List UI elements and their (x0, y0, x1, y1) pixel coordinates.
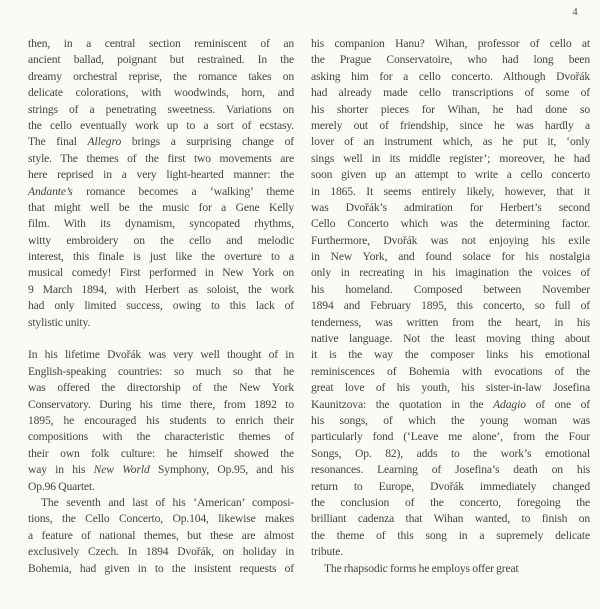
text-line: native language. Not the least moving thing about (311, 332, 590, 346)
text-line: witty embroidery on the cello and melodic (28, 233, 294, 247)
text-line: that might well be the music for a Gene Kelly (28, 200, 294, 214)
text-line: the conclusion of the concerto, foregoing the (311, 495, 590, 509)
text-line: compositions with the characteristic themes of (28, 430, 294, 444)
text-line: Kaunitzova: the quotation in the Adagio of one of (311, 397, 591, 411)
text-line: Conservatory. During his time there, from 1892 to (28, 397, 294, 411)
text-line: was Dvořák’s admiration for Herbert’s second (311, 200, 590, 214)
text-line: ancient ballad, poignant but restrained. In the (28, 53, 294, 67)
text-line: a feature of national themes, but these are almost (28, 528, 294, 542)
text-line: dreamy orchestral reprise, the romance takes on (28, 69, 294, 83)
text-line: his shorter pieces for Wihan, he had done so (311, 102, 590, 116)
text-line: tribute. (311, 545, 343, 559)
text-line: asking him for a cello concerto. Although Dvořák (311, 69, 590, 83)
text-line: 1895, he encouraged his students to enrich their (28, 413, 294, 427)
text-line: the Prague Conservatoire, who had long been (311, 53, 590, 67)
text-line: was offered the directorship of the New York (28, 381, 294, 395)
paragraph-block (311, 36, 590, 561)
text-line: exclusively Czech. In 1894 Dvořák, on holiday in (28, 545, 294, 559)
text-line: particularly fond (‘Leave me alone’, from the Four (311, 430, 590, 444)
text-line: 1894 and February 1895, this concerto, so full of (311, 299, 590, 313)
text-line: tions, the Cello Concerto, Op.104, likewise makes (28, 512, 294, 526)
text-line: his homeland. Composed between November (311, 282, 590, 296)
text-line: the cello eventually work up to a sort of ecstasy. (28, 118, 294, 132)
text-line: only in recreating in his imagination the voices of (311, 266, 590, 280)
paragraph-block (28, 495, 294, 577)
text-line: Andante’s romance becomes a ‘walking’ theme (28, 184, 294, 198)
text-line: soon given up an attempt to write a cello concerto (311, 168, 590, 182)
text-line: great love of his youth, his sister-in-law Josefina (311, 381, 590, 395)
text-line: Songs, Op. 82), adds to the work’s emotional (311, 446, 590, 460)
text-line: the theme of this song in a supremely delicate (311, 528, 590, 542)
text-line: English-speaking countries: so much so that he (28, 364, 294, 378)
page-number: 4 (572, 7, 578, 18)
text-line: Op.96 Quartet. (28, 479, 95, 493)
paragraph-block (311, 561, 590, 577)
text-line: delicate colorations, with woodwinds, horn, and (28, 86, 294, 100)
text-columns (28, 36, 590, 577)
text-line: their own folk culture: he himself showed the (28, 446, 294, 460)
text-line: Furthermore, Dvořák was not enjoying his exile (311, 233, 590, 247)
text-line: his companion Hanu? Wihan, professor of cello at (311, 37, 590, 50)
text-line: tenderness, was written from the heart, in his (311, 315, 590, 329)
text-line: interest, this finale is just like the overture to a (28, 250, 294, 264)
text-line: then, in a central section reminiscent of an (28, 37, 294, 50)
text-line: Cello Concerto which was the determining factor. (311, 217, 590, 231)
paragraph-block (28, 36, 294, 331)
text-line: had only limited success, owing to this lack of (28, 299, 294, 313)
text-line: resonances. Learning of Josefina’s death on his (311, 463, 590, 477)
text-line: in New York, and found solace for his nostalgia (311, 250, 590, 264)
text-line: strings of a penetrating sweetness. Variations on (28, 102, 294, 116)
text-line: sings well in its middle register’; moreover, he had (311, 151, 590, 165)
text-line: way in his New World Symphony, Op.95, and his (28, 463, 294, 477)
text-line: The seventh and last of his ‘American’ composi- (41, 495, 294, 509)
text-line: stylistic unity. (28, 315, 91, 329)
text-line: style. The themes of the first two movements are (28, 151, 294, 165)
text-line: lover of an instrument which, as he put it, ‘only (311, 135, 590, 149)
text-line: his songs, of which the young woman was (311, 413, 590, 427)
text-line: here reprised in a very light-hearted manner: the (28, 168, 294, 182)
text-line: brilliant cadenza that Wihan wanted, to finish on (311, 512, 590, 526)
text-line: In his lifetime Dvořák was very well thought of in (28, 348, 294, 362)
paragraph-block (28, 347, 294, 495)
text-line: Bohemia, had given in to the insistent requests of (28, 561, 294, 575)
paragraph-spacer (28, 331, 294, 347)
text-line: in 1865. It seems entirely likely, however, that it (311, 184, 590, 198)
text-line: musical comedy! First performed in New York on (28, 266, 294, 280)
text-line: merely out of friendship, since he was hardly a (311, 118, 590, 132)
text-line: reminiscences of Bohemia with evocations of the (311, 364, 590, 378)
text-line: 9 March 1894, with Herbert as soloist, the work (28, 282, 294, 296)
column-right (311, 36, 590, 577)
column-left (28, 36, 294, 577)
text-line: return to Europe, Dvořák immediately changed (311, 479, 590, 493)
text-line: had already made cello transcriptions of some of (311, 86, 590, 100)
text-line: it is the way the composer links his emotional (311, 348, 590, 362)
text-line: film. With its dynamism, syncopated rhythms, (28, 217, 294, 231)
text-line: The final Allegro brings a surprising change of (28, 135, 294, 149)
text-line: The rhapsodic forms he employs offer great (324, 561, 519, 575)
